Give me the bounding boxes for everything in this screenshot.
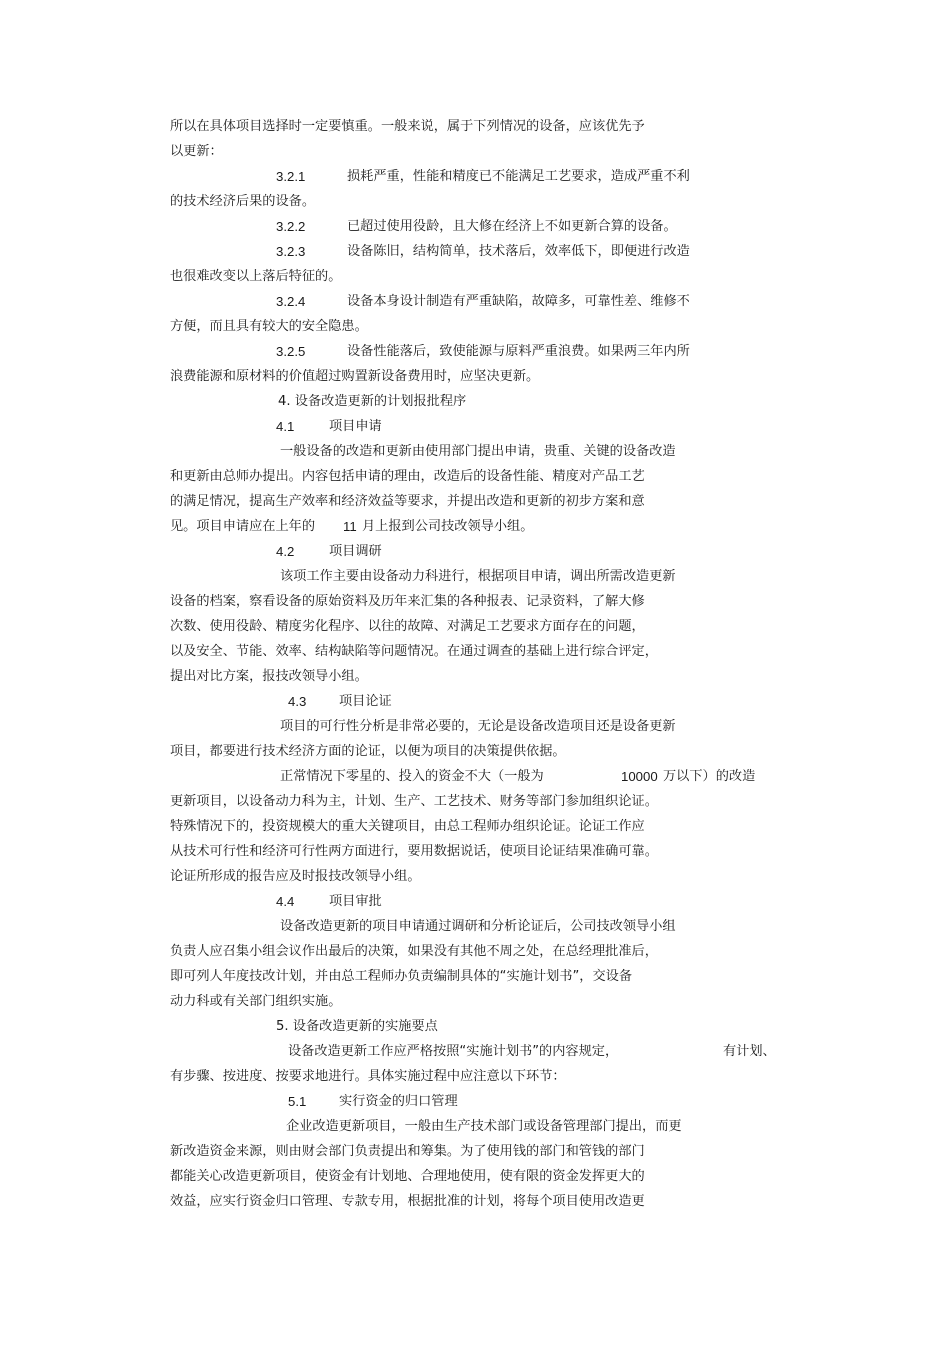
item-number: 3.2.2 [276,219,306,234]
paragraph-line: 有计划、 [723,1044,776,1059]
paragraph-line: 设备改造更新的项目申请通过调研和分析论证后，公司技改领导小组 [280,919,676,934]
item-text-cont: 方便，而且具有较大的安全隐患。 [170,319,368,334]
paragraph-line: 更新项目，以设备动力科为主，计划、生产、工艺技术、财务等部门参加组织论证。 [170,794,658,809]
section-5-heading: 5. 设备改造更新的实施要点 [276,1019,438,1034]
paragraph-line: 项目的可行性分析是非常必要的，无论是设备改造项目还是设备更新 [280,719,676,734]
subsection-title: 项目调研 [329,544,382,559]
paragraph-line: 企业改造更新项目，一般由生产技术部门或设备管理部门提出，而更 [286,1119,682,1134]
item-text: 已超过使用役龄，且大修在经济上不如更新合算的设备。 [347,219,677,234]
paragraph-line: 动力科或有关部门组织实施。 [170,994,342,1009]
paragraph-line: 见。项目申请应在上年的 [170,519,316,534]
item-text: 设备本身设计制造有严重缺陷，故障多，可靠性差、维修不 [347,294,690,309]
paragraph-line: 月上报到公司技改领导小组。 [362,519,534,534]
intro-line-1: 所以在具体项目选择时一定要慎重。一般来说，属于下列情况的设备，应该优先予 [170,119,645,134]
paragraph-line: 负责人应召集小组会议作出最后的决策，如果没有其他不周之处，在总经理批准后， [170,944,658,959]
paragraph-line: 都能关心改造更新项目，使资金有计划地、合理地使用，使有限的资金发挥更大的 [170,1169,645,1184]
paragraph-line: 项目，都要进行技术经济方面的论证，以便为项目的决策提供依据。 [170,744,566,759]
paragraph-line: 效益，应实行资金归口管理、专款专用，根据批准的计划，将每个项目使用改造更 [170,1194,645,1209]
item-text: 设备陈旧，结构简单，技术落后，效率低下，即便进行改造 [347,244,690,259]
paragraph-line: 的满足情况，提高生产效率和经济效益等要求，并提出改造和更新的初步方案和意 [170,494,645,509]
inline-number: 11 [343,519,357,534]
section-4-heading: 4. 设备改造更新的计划报批程序 [278,394,467,409]
item-text-cont: 也很难改变以上落后特征的。 [170,269,342,284]
item-number: 3.2.5 [276,344,306,359]
paragraph-line: 设备改造更新工作应严格按照“实施计划书”的内容规定， [288,1044,619,1059]
subsection-number: 4.3 [288,694,307,709]
paragraph-line: 正常情况下零星的、投入的资金不大（一般为 [280,769,544,784]
subsection-number: 5.1 [288,1094,307,1109]
paragraph-line: 从技术可行性和经济可行性两方面进行，要用数据说话，使项目论证结果准确可靠。 [170,844,658,859]
paragraph-line: 有步骤、按进度、按要求地进行。具体实施过程中应注意以下环节： [170,1069,566,1084]
paragraph-line: 论证所形成的报告应及时报技改领导小组。 [170,869,421,884]
subsection-title: 项目论证 [339,694,392,709]
subsection-title: 实行资金的归口管理 [339,1094,458,1109]
paragraph-line: 即可列人年度技改计划，并由总工程师办负责编制具体的“实施计划书”，交设备 [170,969,633,984]
paragraph-line: 提出对比方案，报技改领导小组。 [170,669,368,684]
subsection-number: 4.2 [276,544,295,559]
subsection-number: 4.1 [276,419,295,434]
paragraph-line: 一般设备的改造和更新由使用部门提出申请，贵重、关键的设备改造 [280,444,676,459]
item-number: 3.2.4 [276,294,306,309]
paragraph-line: 新改造资金来源，则由财会部门负责提出和筹集。为了使用钱的部门和管钱的部门 [170,1144,645,1159]
paragraph-line: 次数、使用役龄、精度劣化程序、以往的故障、对满足工艺要求方面存在的问题， [170,619,645,634]
item-text-cont: 浪费能源和原材料的价值超过购置新设备费用时，应坚决更新。 [170,369,540,384]
subsection-title: 项目申请 [329,419,382,434]
item-number: 3.2.3 [276,244,306,259]
paragraph-line: 设备的档案，察看设备的原始资料及历年来汇集的各种报表、记录资料，了解大修 [170,594,645,609]
item-text-cont: 的技术经济后果的设备。 [170,194,316,209]
subsection-number: 4.4 [276,894,295,909]
item-text: 设备性能落后，致使能源与原料严重浪费。如果两三年内所 [347,344,690,359]
paragraph-line: 该项工作主要由设备动力科进行，根据项目申请，调出所需改造更新 [280,569,676,584]
paragraph-line: 和更新由总师办提出。内容包括申请的理由，改造后的设备性能、精度对产品工艺 [170,469,645,484]
intro-line-2: 以更新： [170,144,223,159]
paragraph-line: 特殊情况下的，投资规模大的重大关键项目，由总工程师办组织论证。论证工作应 [170,819,645,834]
item-number: 3.2.1 [276,169,306,184]
paragraph-line: 万以下）的改造 [663,769,756,784]
inline-number: 10000 [621,769,658,784]
paragraph-line: 以及安全、节能、效率、结构缺陷等问题情况。在通过调查的基础上进行综合评定， [170,644,658,659]
subsection-title: 项目审批 [329,894,382,909]
item-text: 损耗严重，性能和精度已不能满足工艺要求，造成严重不利 [347,169,690,184]
